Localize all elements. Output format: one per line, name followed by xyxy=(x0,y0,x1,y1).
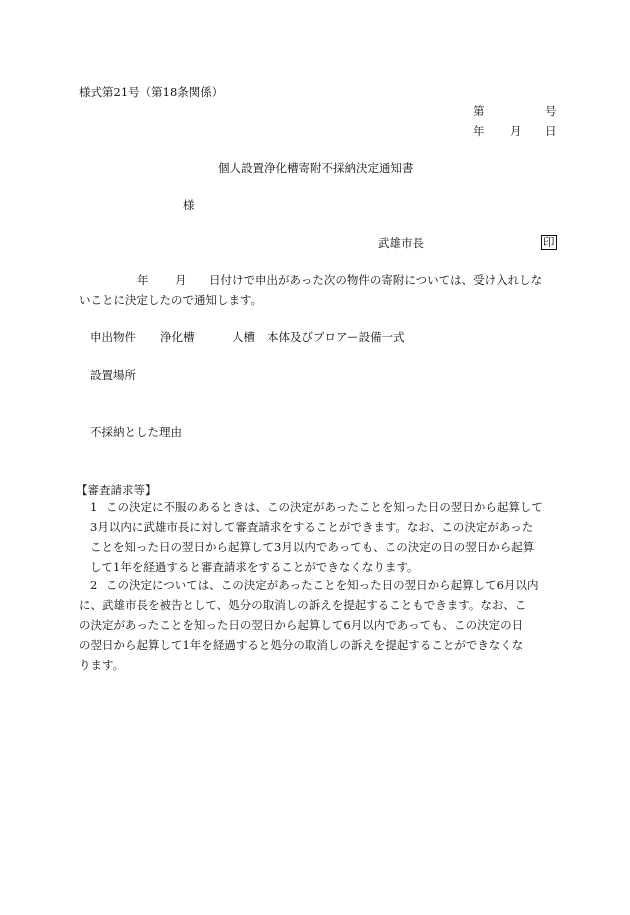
review-item-2-line-5: ります。 xyxy=(79,658,125,672)
review-item-1-line-1: この決定に不服のあるときは、この決定があったことを知った日の翌日から起算して xyxy=(106,500,543,514)
review-item-2-line-2: に、武雄市長を被告として、処分の取消しの訴えを提起することもできます。なお、こ xyxy=(79,598,527,612)
review-heading: 【審査請求等】 xyxy=(76,483,157,497)
review-item-2-line-4: の翌日から起算して1年を経過すると処分の取消しの訴えを提起することができなくな xyxy=(79,638,524,652)
review-item-1-number: 1 xyxy=(90,500,98,514)
body-year: 年 xyxy=(137,273,149,287)
review-item-1-line-3: ことを知った日の翌日から起算して3月以内であっても、この決定の日の翌日から起算 xyxy=(90,540,535,554)
body-month: 月 xyxy=(175,273,187,287)
item-description: 本体及びブロアー設備一式 xyxy=(267,330,405,344)
document-title: 個人設置浄化槽寄附不採納決定通知書 xyxy=(218,161,414,175)
review-item-1-line-4: して1年を経過すると審査請求をすることができなくなります。 xyxy=(90,560,419,574)
addressee-suffix: 様 xyxy=(183,198,195,212)
doc-number-prefix: 第 xyxy=(473,104,485,118)
form-number: 様式第21号（第18条関係） xyxy=(79,85,224,99)
date-month: 月 xyxy=(510,124,522,138)
review-item-2-line-1: この決定については、この決定があったことを知った日の翌日から起算して6月以内 xyxy=(106,578,539,592)
item-capacity: 人槽 xyxy=(232,330,255,344)
review-item-1-line-2: 3月以内に武雄市長に対して審査請求をすることができます。なお、この決定があった xyxy=(90,520,534,534)
reason-label: 不採納とした理由 xyxy=(90,425,182,439)
issuer-name: 武雄市長 xyxy=(378,236,424,250)
doc-number-suffix: 号 xyxy=(545,104,557,118)
review-item-2-number: 2 xyxy=(90,578,98,592)
date-year: 年 xyxy=(473,124,485,138)
body-line-1: 日付けで申出があった次の物件の寄附については、受け入れしな xyxy=(209,273,543,287)
body-line-2: いことに決定したので通知します。 xyxy=(79,293,263,307)
location-label: 設置場所 xyxy=(90,368,136,382)
item-label: 申出物件 xyxy=(90,330,136,344)
seal-mark: 印 xyxy=(543,235,555,249)
date-day: 日 xyxy=(545,124,557,138)
review-item-2-line-3: の決定があったことを知った日の翌日から起算して6月以内であっても、この決定の日 xyxy=(79,618,524,632)
item-tank: 浄化槽 xyxy=(160,330,195,344)
